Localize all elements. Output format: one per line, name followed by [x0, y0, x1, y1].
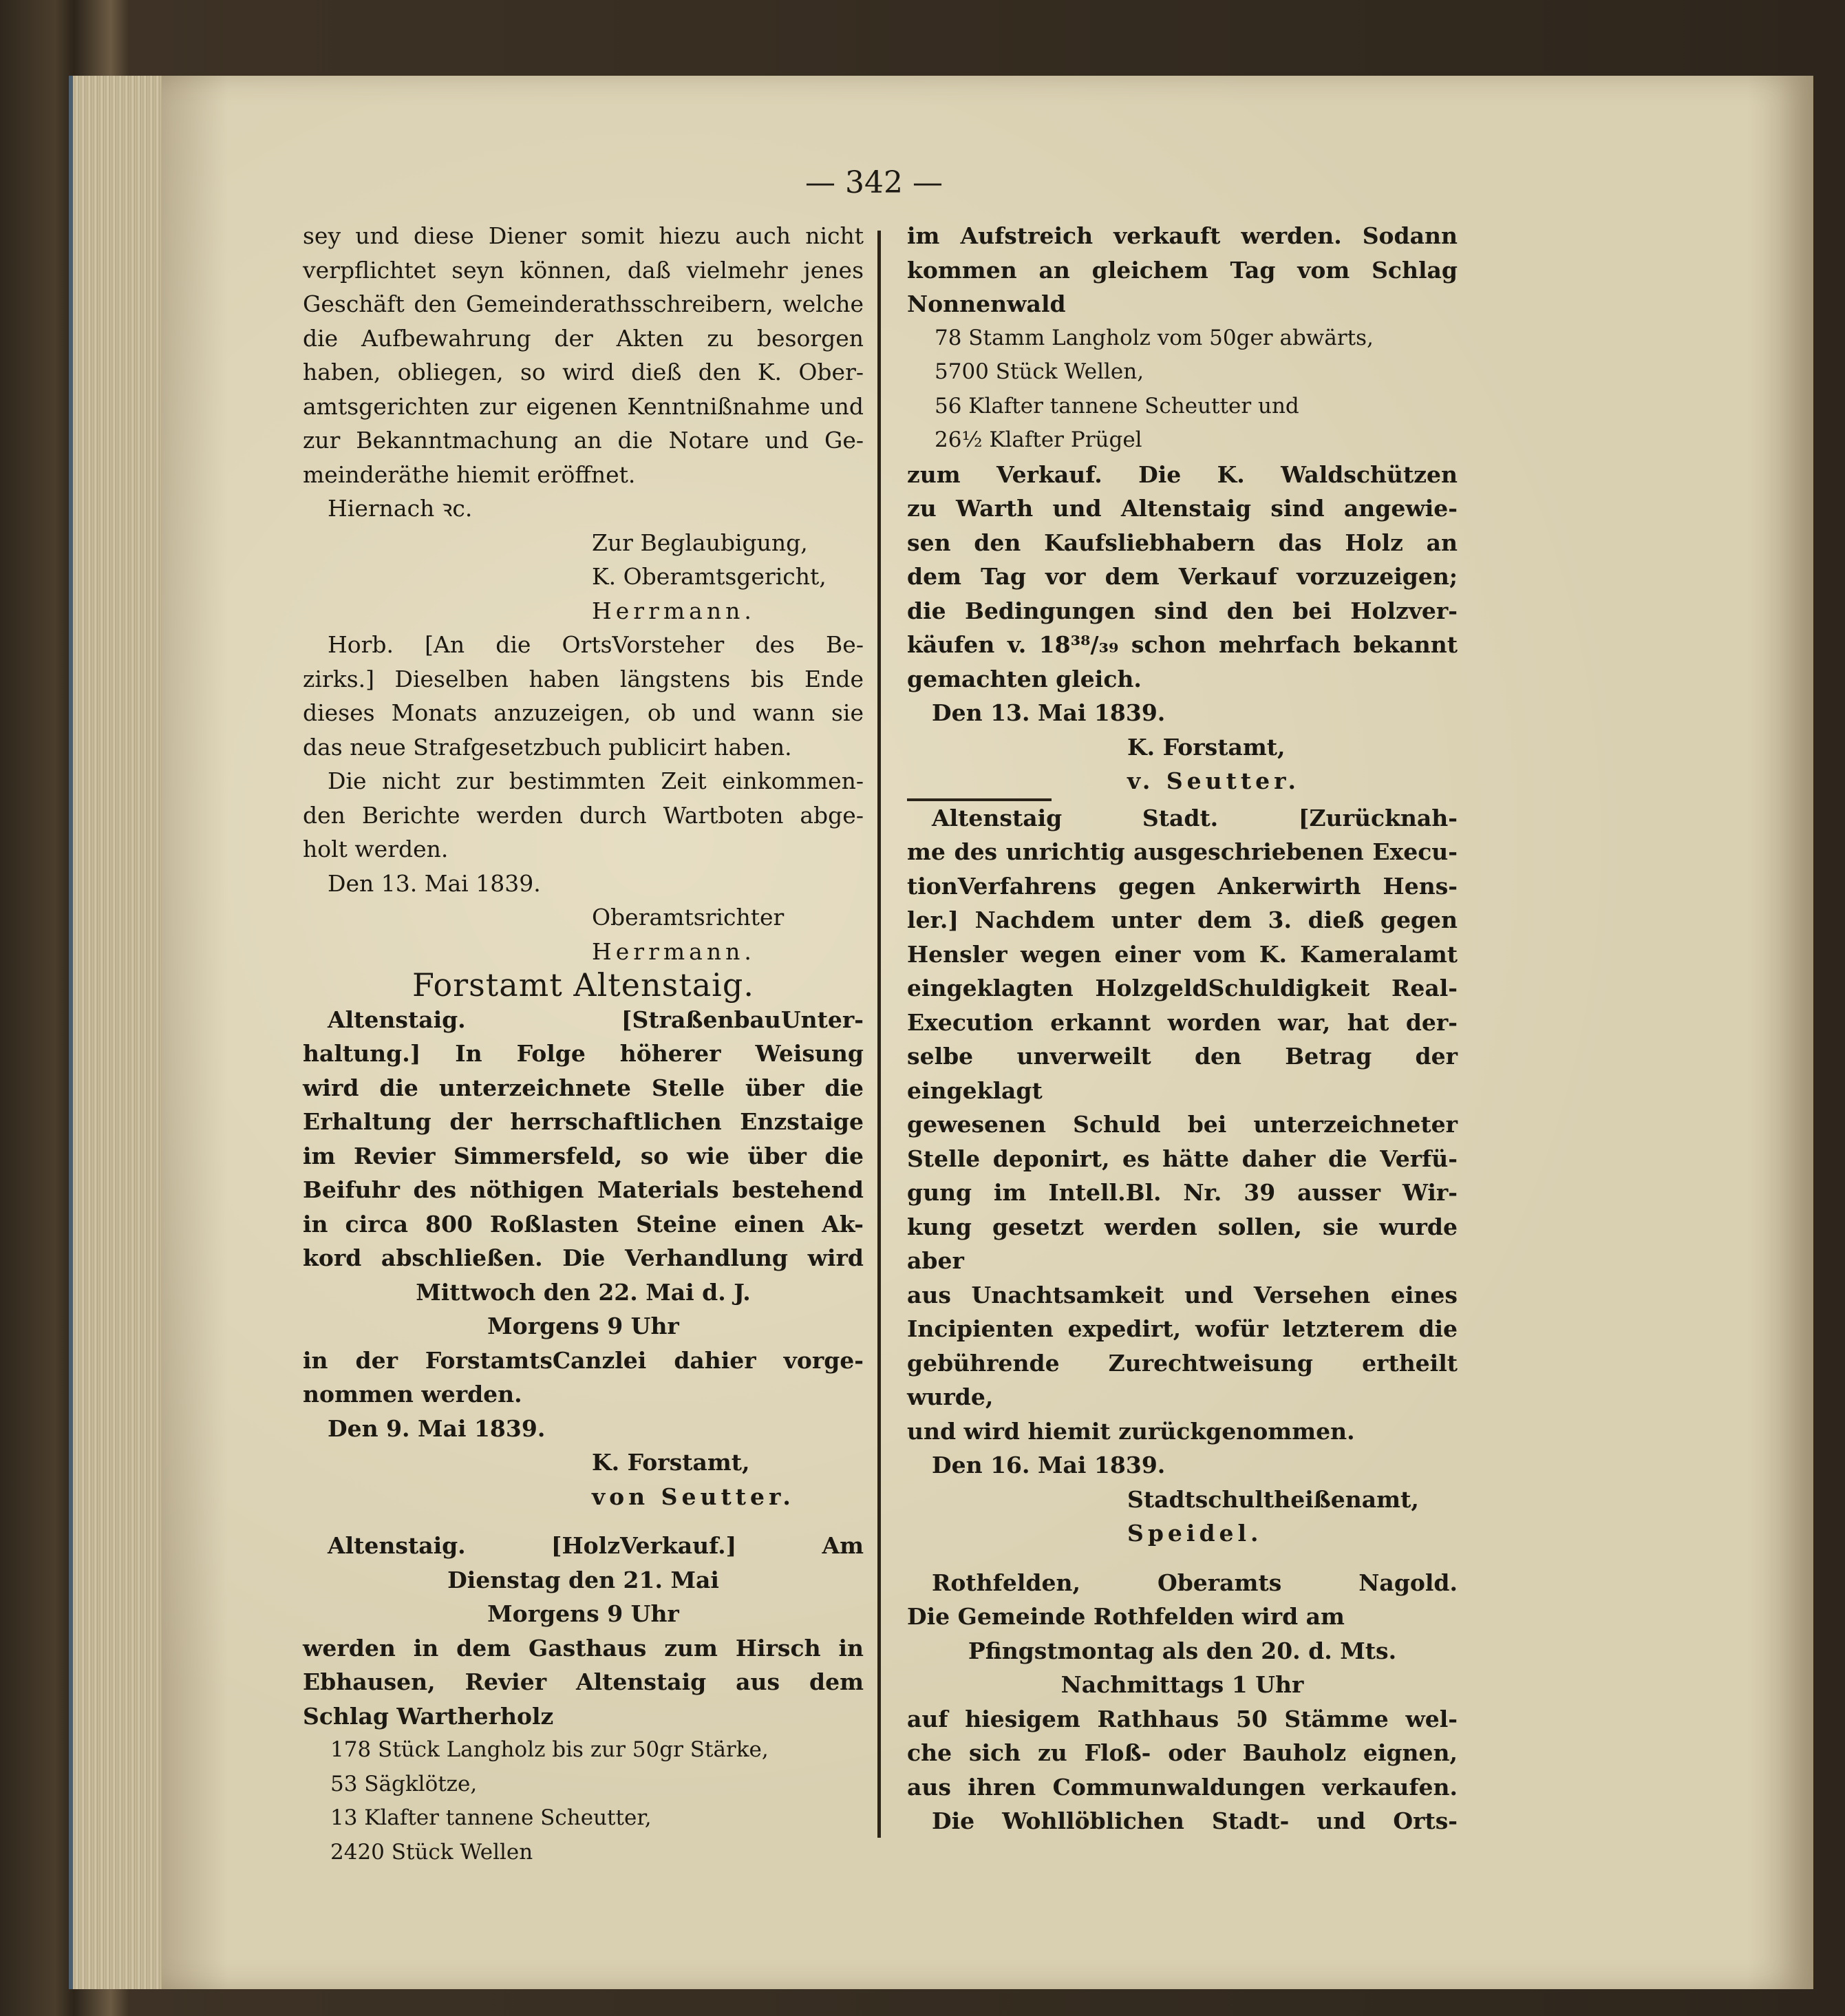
wood-list-left — [303, 1733, 864, 1869]
left-column — [303, 219, 864, 1869]
spacer — [303, 1514, 864, 1529]
signature-name: Speidel. — [1127, 1520, 1263, 1547]
left-paragraph-2 — [303, 628, 864, 764]
text-line: kord abschließen. Die Verhandlung wird — [303, 1244, 864, 1271]
text-line: Schlag Wartherholz — [303, 1702, 554, 1730]
list-item: 13 Klafter tannene Scheutter, — [330, 1805, 652, 1830]
wood-list-right — [907, 321, 1458, 458]
text-line: Incipienten expedirt, wofür letzterem die — [907, 1315, 1458, 1342]
right-paragraph-1 — [907, 219, 1458, 321]
text-line: ler.] Nachdem unter dem 3. dieß gegen — [907, 906, 1458, 933]
text-line: wird die unterzeichnete Stelle über die — [303, 1074, 864, 1101]
text-line: in circa 800 Roßlasten Steine einen Ak- — [303, 1210, 864, 1238]
section-heading: Forstamt Altenstaig. — [412, 966, 754, 1004]
signature-block-right-1 — [907, 730, 1458, 798]
right-paragraph-2 — [907, 458, 1458, 697]
text-line: zur Bekanntmachung an die Notare und Ge- — [303, 427, 864, 454]
signature-block-2 — [303, 900, 864, 968]
text-line: im Aufstreich verkauft werden. Sodann — [907, 222, 1458, 249]
text-line: Altenstaig. [StraßenbauUnter- — [328, 1006, 864, 1033]
text-line: che sich zu Floß- oder Bauholz eignen, — [907, 1739, 1458, 1766]
date-line: Den 13. Mai 1839. — [932, 699, 1166, 726]
signature-name: Herrmann. — [592, 597, 756, 624]
signature-line: Stadtschultheißenamt, — [1127, 1485, 1419, 1513]
book-page-edges — [69, 76, 169, 1989]
text-line: auf hiesigem Rathhaus 50 Stämme wel- — [907, 1705, 1458, 1732]
text-line: den Berichte werden durch Wartboten abge- — [303, 801, 864, 829]
right-paragraph-4 — [907, 1566, 1458, 1838]
centered-line: Nachmittags 1 Uhr — [1060, 1671, 1304, 1698]
signature-block-1 — [303, 526, 864, 628]
text-line: Die nicht zur bestimmten Zeit einkommen- — [328, 767, 864, 794]
spacer — [907, 1551, 1458, 1566]
column-divider — [877, 231, 881, 1838]
signature-line: K. Forstamt, — [592, 1449, 750, 1476]
text-line: meinderäthe hiemit eröffnet. — [303, 460, 636, 488]
text-line: kommen an gleichem Tag vom Schlag — [907, 256, 1458, 284]
signature-name: von Seutter. — [592, 1483, 795, 1510]
text-line: im Revier Simmersfeld, so wie über die — [303, 1142, 864, 1169]
left-paragraph-5 — [303, 1529, 864, 1733]
text-line: holt werden. — [303, 836, 449, 862]
list-item: 56 Klafter tannene Scheutter und — [935, 393, 1299, 418]
text-line: selbe unverweilt den Betrag der eingeklagt — [907, 1043, 1458, 1104]
signature-line: K. Forstamt, — [1127, 733, 1286, 761]
text-line: käufen v. 18³⁸/₃₉ schon mehrfach bekannt — [907, 631, 1458, 658]
text-line: Altenstaig Stadt. [Zurücknah- — [932, 804, 1458, 831]
hiernach-line: Hiernach ꝛc. — [328, 495, 473, 522]
text-line: Ebhausen, Revier Altenstaig aus dem — [303, 1668, 864, 1695]
text-line: Nonnenwald — [907, 290, 1066, 317]
list-item: 5700 Stück Wellen, — [935, 359, 1144, 384]
text-line: dem Tag vor dem Verkauf vorzuzeigen; — [907, 563, 1458, 590]
signature-name: v. Seutter. — [1127, 767, 1300, 794]
text-line: und wird hiemit zurückgenommen. — [907, 1417, 1355, 1445]
text-line: gung im Intell.Bl. Nr. 39 ausser Wir- — [907, 1179, 1458, 1206]
text-line: aus Unachtsamkeit und Versehen eines — [907, 1281, 1458, 1308]
list-item: 78 Stamm Langholz vom 50ger abwärts, — [935, 325, 1374, 350]
text-line: Hensler wegen einer vom K. Kameralamt — [907, 940, 1458, 968]
text-line: Execution erkannt worden war, hat der- — [907, 1008, 1458, 1036]
text-line: dieses Monats anzuzeigen, ob und wann sie — [303, 699, 864, 726]
text-line: eingeklagten HolzgeldSchuldigkeit Real- — [907, 975, 1458, 1001]
left-paragraph-1 — [303, 219, 864, 491]
text-line: zu Warth und Altenstaig sind angewie- — [907, 495, 1458, 522]
right-column — [907, 219, 1458, 1838]
text-line: haltung.] In Folge höherer Weisung — [303, 1040, 864, 1067]
text-line: zum Verkauf. Die K. Waldschützen — [907, 460, 1458, 488]
text-line: Stelle deponirt, es hätte daher die Verfü- — [907, 1145, 1458, 1172]
text-line: nommen werden. — [303, 1381, 522, 1408]
page-number: — 342 — — [805, 165, 943, 200]
text-line: Die Gemeinde Rothfelden wird am — [907, 1603, 1345, 1630]
text-line: Altenstaig. [HolzVerkauf.] Am — [328, 1532, 864, 1559]
centered-line: Morgens 9 Uhr — [487, 1600, 679, 1627]
text-line: Geschäft den Gemeinderathsschreibern, welche — [303, 290, 864, 317]
text-line: in der ForstamtsCanzlei dahier vorge- — [303, 1346, 864, 1374]
text-line: Die Wohllöblichen Stadt- und Orts- — [932, 1807, 1458, 1834]
text-line: sen den Kaufsliebhabern das Holz an — [907, 529, 1458, 556]
text-line: gewesenen Schuld bei unterzeichneter — [907, 1111, 1458, 1138]
text-line: die Aufbewahrung der Akten zu besorgen — [303, 324, 864, 352]
text-line: gebührende Zurechtweisung ertheilt wurde, — [907, 1349, 1458, 1410]
date-line: Den 16. Mai 1839. — [932, 1452, 1166, 1478]
list-item: 53 Sägklötze, — [330, 1771, 478, 1796]
list-item: 26½ Klafter Prügel — [935, 427, 1142, 452]
date-line: Den 9. Mai 1839. — [328, 1414, 546, 1442]
text-line: Erhaltung der herrschaftlichen Enzstaige — [303, 1108, 864, 1135]
text-line: aus ihren Communwaldungen verkaufen. — [907, 1773, 1458, 1801]
text-line: werden in dem Gasthaus zum Hirsch in — [303, 1634, 864, 1662]
signature-line: Oberamtsrichter — [592, 904, 785, 931]
right-paragraph-3 — [907, 801, 1458, 1449]
left-paragraph-4 — [303, 1003, 864, 1514]
text-line: me des unrichtig ausgeschriebenen Execu- — [907, 838, 1458, 865]
centered-line: Mittwoch den 22. Mai d. J. — [416, 1278, 751, 1306]
text-line: haben, obliegen, so wird dieß den K. Ober- — [303, 359, 864, 385]
centered-line: Morgens 9 Uhr — [487, 1313, 679, 1339]
centered-line: Pfingstmontag als den 20. d. Mts. — [968, 1637, 1397, 1664]
text-line: verpflichtet seyn können, daß vielmehr jenes — [303, 256, 864, 284]
text-line: amtsgerichten zur eigenen Kenntnißnahme und — [303, 392, 864, 420]
signature-block-right-2 — [907, 1483, 1458, 1551]
signature-line: Zur Beglaubigung, — [592, 529, 808, 556]
date-line: Den 13. Mai 1839. — [328, 869, 541, 897]
list-item: 178 Stück Langholz bis zur 50gr Stärke, — [330, 1737, 769, 1762]
signature-line: K. Oberamtsgericht, — [592, 563, 826, 590]
text-line: das neue Strafgesetzbuch publicirt haben. — [303, 733, 792, 761]
text-line: kung gesetzt werden sollen, sie wurde aber — [907, 1213, 1458, 1274]
text-line: sey und diese Diener somit hiezu auch nicht — [303, 222, 864, 249]
text-line: Beifuhr des nöthigen Materials bestehend — [303, 1176, 864, 1203]
text-line: die Bedingungen sind den bei Holzver- — [907, 597, 1458, 624]
text-line: Rothfelden, Oberamts Nagold. — [932, 1569, 1458, 1596]
list-item: 2420 Stück Wellen — [330, 1839, 533, 1865]
left-paragraph-3 — [303, 764, 864, 867]
text-line: Horb. [An die OrtsVorsteher des Be- — [328, 631, 864, 658]
centered-line: Dienstag den 21. Mai — [447, 1566, 719, 1593]
text-line: gemachten gleich. — [907, 665, 1142, 692]
text-line: zirks.] Dieselben haben längstens bis Ende — [303, 665, 864, 692]
signature-name: Herrmann. — [592, 937, 756, 965]
text-line: tionVerfahrens gegen Ankerwirth Hens- — [907, 872, 1458, 900]
